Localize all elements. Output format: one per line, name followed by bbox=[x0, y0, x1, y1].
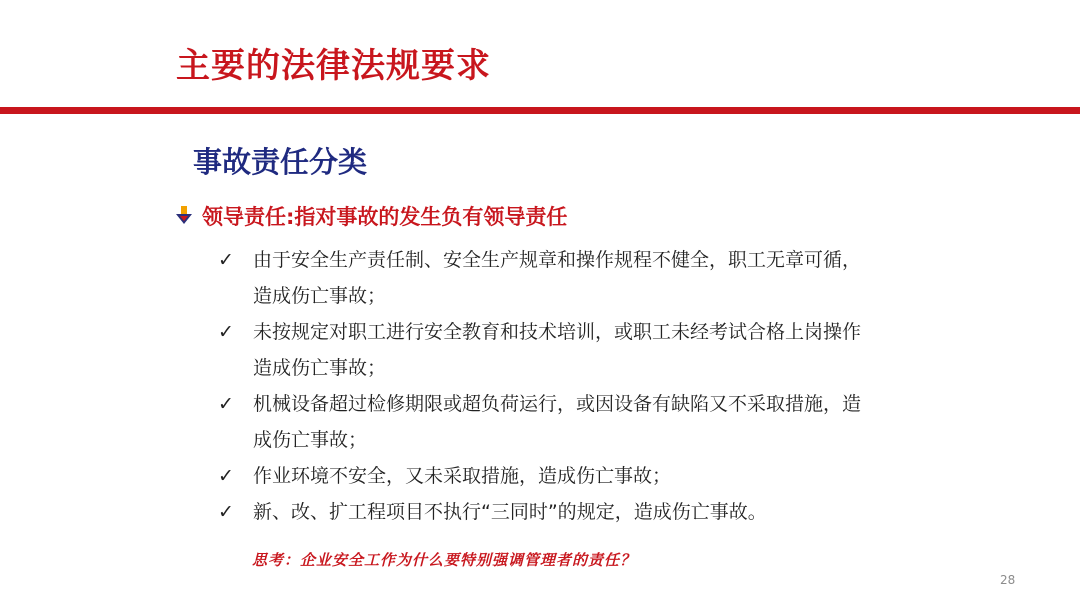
list-item bbox=[218, 458, 918, 494]
check-icon: ✓ bbox=[218, 393, 234, 415]
list-item-text: 作业环境不安全，又未采取措施，造成伤亡事故； bbox=[253, 465, 672, 487]
list-item-text: 由于安全生产责任制、安全生产规章和操作规程不健全，职工无章可循，造成伤亡事故； bbox=[253, 249, 862, 307]
responsibility-list bbox=[218, 242, 918, 530]
list-item-text: 未按规定对职工进行安全教育和技术培训，或职工未经考试合格上岗操作造成伤亡事故； bbox=[253, 321, 862, 379]
slide-title: 主要的法律法规要求 bbox=[176, 46, 491, 86]
check-icon: ✓ bbox=[218, 321, 234, 343]
check-icon: ✓ bbox=[218, 501, 234, 523]
list-item bbox=[218, 242, 918, 314]
list-item bbox=[218, 386, 918, 458]
list-item-text: 新、改、扩工程项目不执行“三同时”的规定，造成伤亡事故。 bbox=[253, 501, 767, 523]
list-item bbox=[218, 494, 918, 530]
check-icon: ✓ bbox=[218, 465, 234, 487]
section-heading: 事故责任分类 bbox=[193, 145, 368, 179]
think-question: 思考：企业安全工作为什么要特别强调管理者的责任？ bbox=[252, 551, 637, 569]
check-icon: ✓ bbox=[218, 249, 234, 271]
bullet-heading-row bbox=[174, 201, 567, 231]
list-item-text: 机械设备超过检修期限或超负荷运行，或因设备有缺陷又不采取措施，造成伤亡事故； bbox=[253, 393, 862, 451]
arrow-down-bullet-icon bbox=[174, 205, 194, 227]
list-item bbox=[218, 314, 918, 386]
page-number: 28 bbox=[1000, 573, 1016, 587]
bullet-heading: 领导责任:指对事故的发生负有领导责任 bbox=[202, 205, 568, 229]
title-divider bbox=[0, 107, 1080, 114]
